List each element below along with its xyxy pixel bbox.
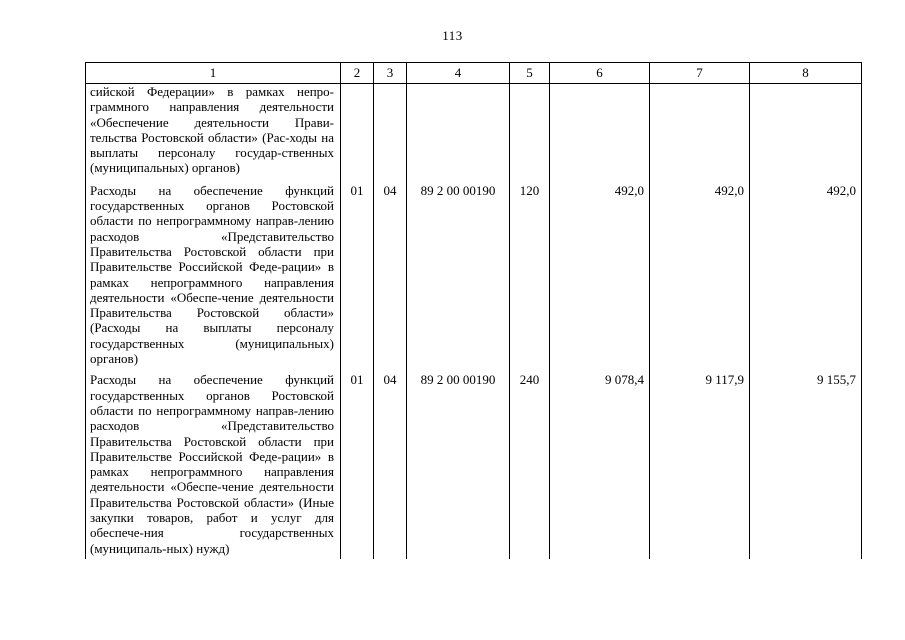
amount-col-7: 9 117,9	[650, 369, 750, 559]
target-article-code	[407, 84, 510, 180]
budget-table	[85, 62, 862, 559]
row-description: Расходы на обеспечение функций государственных органов Ростовской области по непрограммному направ-лению расходов «Представительство Правительства Ростовской области при Правительстве Российской Феде-рации» в рамках непрограммного направления деятельности «Обеспе-чение деятельности Правительства Ростовской области» (Расходы на выплаты персоналу государственных (муниципальных) органов)	[86, 180, 341, 370]
table-row	[86, 369, 862, 559]
column-header: 1	[86, 63, 341, 84]
table-row	[86, 180, 862, 370]
expense-type-code	[510, 84, 550, 180]
amount-col-6: 492,0	[550, 180, 650, 370]
column-header: 6	[550, 63, 650, 84]
amount-col-7	[650, 84, 750, 180]
amount-col-6	[550, 84, 650, 180]
subsection-code: 04	[374, 180, 407, 370]
row-description: Расходы на обеспечение функций государственных органов Ростовской области по непрограммному направ-лению расходов «Представительство Правительства Ростовской области при Правительстве Российской Феде-рации» в рамках непрограммного направления деятельности «Обеспе-чение деятельности Правительства Ростовской области» (Иные закупки товаров, работ и услуг для обеспече-ния государственных (муниципаль-ных) нужд)	[86, 369, 341, 559]
amount-col-8: 492,0	[750, 180, 862, 370]
section-code: 01	[341, 369, 374, 559]
section-code	[341, 84, 374, 180]
amount-col-8: 9 155,7	[750, 369, 862, 559]
expense-type-code: 240	[510, 369, 550, 559]
table-header-row	[86, 63, 862, 84]
amount-col-8	[750, 84, 862, 180]
section-code: 01	[341, 180, 374, 370]
target-article-code: 89 2 00 00190	[407, 369, 510, 559]
expense-type-code: 120	[510, 180, 550, 370]
column-header: 3	[374, 63, 407, 84]
column-header: 2	[341, 63, 374, 84]
column-header: 7	[650, 63, 750, 84]
column-header: 8	[750, 63, 862, 84]
column-header: 4	[407, 63, 510, 84]
amount-col-7: 492,0	[650, 180, 750, 370]
row-description: сийской Федерации» в рамках непро-граммного направления деятельности «Обеспечение деятельности Прави-тельства Ростовской области» (Рас-ходы на выплаты персоналу государ-ственных (муниципальных) органов)	[86, 84, 341, 180]
amount-col-6: 9 078,4	[550, 369, 650, 559]
target-article-code: 89 2 00 00190	[407, 180, 510, 370]
subsection-code	[374, 84, 407, 180]
page-number: 113	[442, 28, 463, 43]
table-row	[86, 84, 862, 180]
subsection-code: 04	[374, 369, 407, 559]
column-header: 5	[510, 63, 550, 84]
